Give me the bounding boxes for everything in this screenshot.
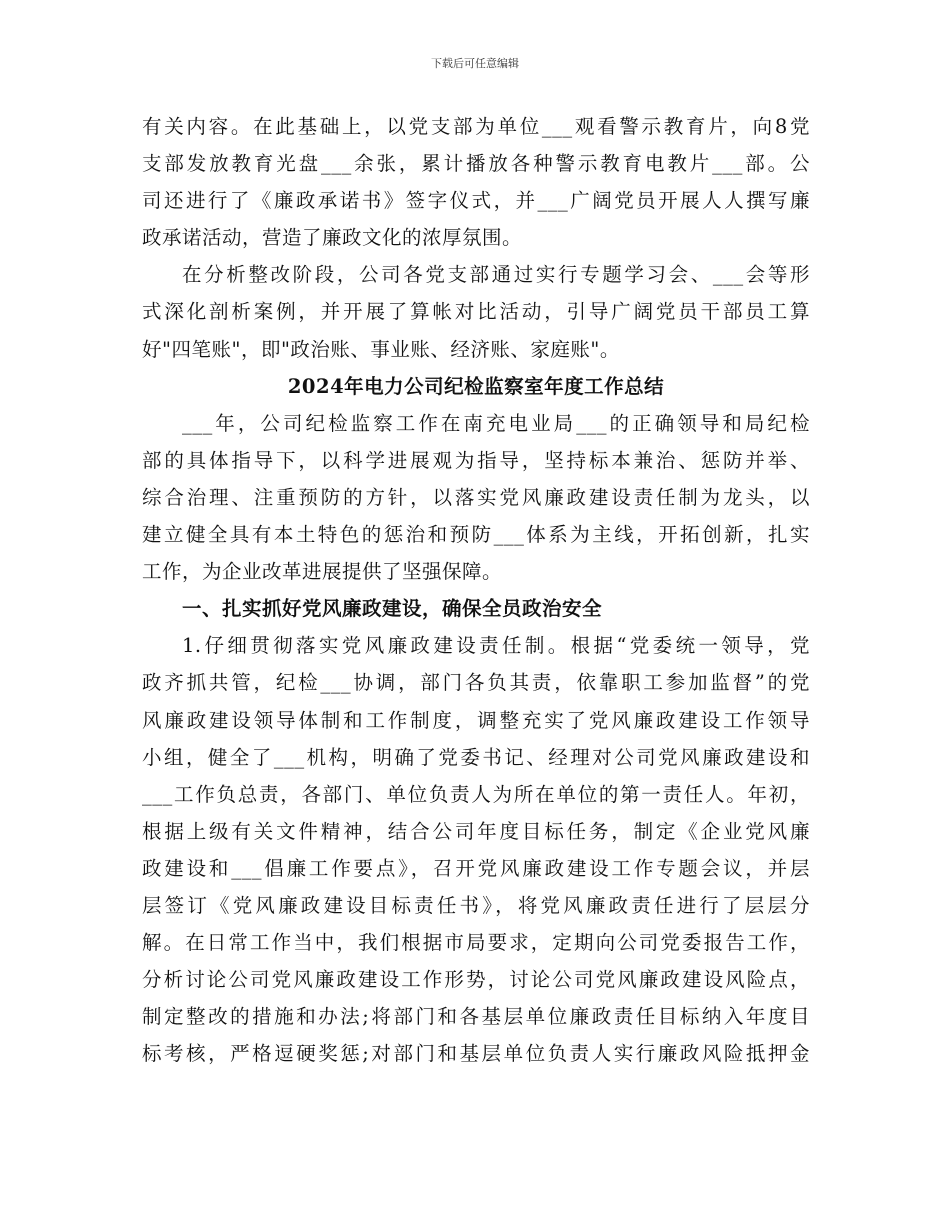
- paragraph-line: 好"四笔账"，即"政治账、事业账、经济账、家庭账"。: [142, 337, 620, 361]
- paragraph-line: 政齐抓共管，纪检___协调，部门各负其责，依靠职工参加监督”的党: [142, 671, 810, 695]
- paragraph-line: 建立健全具有本土特色的惩治和预防___体系为主线，开拓创新，扎实: [142, 523, 810, 547]
- paragraph-line: ___工作负总责，各部门、单位负责人为所在单位的第一责任人。年初，: [142, 782, 810, 806]
- section-heading: 一、扎实抓好党风廉政建设，确保全员政治安全: [182, 597, 603, 621]
- page-header-note: 下载后可任意编辑: [431, 57, 519, 70]
- paragraph-line: 有关内容。在此基础上，以党支部为单位___观看警示教育片，向8党: [142, 115, 810, 138]
- paragraph-line: 解。在日常工作当中，我们根据市局要求，定期向公司党委报告工作，: [142, 931, 810, 955]
- paragraph-line: 司还进行了《廉政承诺书》签字仪式，并___广阔党员开展人人撰写廉: [142, 189, 810, 213]
- document-body: [142, 108, 810, 1072]
- paragraph-line: 根据上级有关文件精神，结合公司年度目标任务，制定《企业党风廉: [142, 819, 810, 843]
- paragraph-line: 标考核，严格逗硬奖惩;对部门和基层单位负责人实行廉政风险抵押金: [142, 1042, 810, 1066]
- paragraph-line: 1.仔细贯彻落实党风廉政建设责任制。根据“党委统一领导，党: [182, 634, 810, 658]
- document-title: 2024年电力公司纪检监察室年度工作总结: [287, 374, 665, 398]
- paragraph-line: 在分析整改阶段，公司各党支部通过实行专题学习会、___会等形: [182, 263, 810, 287]
- paragraph-line: 政承诺活动，营造了廉政文化的浓厚氛围。: [142, 226, 523, 250]
- paragraph-line: 层签订《党风廉政建设目标责任书》，将党风廉政责任进行了层层分: [142, 893, 810, 917]
- paragraph-line: 分析讨论公司党风廉政建设工作形势，讨论公司党风廉政建设风险点，: [142, 968, 810, 992]
- paragraph-line: 综合治理、注重预防的方针，以落实党风廉政建设责任制为龙头，以: [142, 485, 810, 509]
- paragraph-line: 支部发放教育光盘___余张，累计播放各种警示教育电教片___部。公: [142, 152, 810, 176]
- paragraph-line: 风廉政建设领导体制和工作制度，调整充实了党风廉政建设工作领导: [142, 708, 810, 732]
- paragraph-line: 制定整改的措施和办法;将部门和各基层单位廉政责任目标纳入年度目: [142, 1005, 810, 1029]
- paragraph-line: 小组，健全了___机构，明确了党委书记、经理对公司党风廉政建设和: [142, 745, 810, 769]
- paragraph-line: 式深化剖析案例，并开展了算帐对比活动，引导广阔党员干部员工算: [142, 300, 810, 324]
- paragraph-line: ___年，公司纪检监察工作在南充电业局___的正确领导和局纪检: [182, 411, 810, 435]
- paragraph-line: 政建设和___倡廉工作要点》，召开党风廉政建设工作专题会议，并层: [142, 856, 810, 880]
- paragraph-line: 部的具体指导下，以科学进展观为指导，坚持标本兼治、惩防并举、: [142, 448, 810, 472]
- paragraph-line: 工作，为企业改革进展提供了坚强保障。: [142, 560, 503, 584]
